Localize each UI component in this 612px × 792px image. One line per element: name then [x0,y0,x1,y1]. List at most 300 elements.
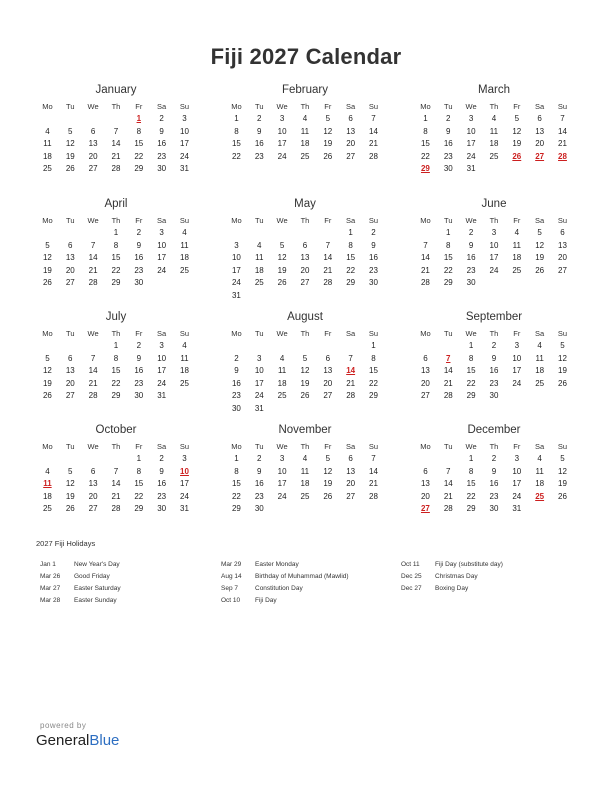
day-cell: 13 [420,366,430,375]
week-row [225,252,385,265]
day-cell: 27 [558,265,567,275]
week-row [36,240,196,253]
day-cell: 15 [466,366,476,375]
weekday-header-row [414,100,574,113]
day-cell: 29 [369,391,378,400]
week-row [36,151,196,164]
weekday-header: Tu [255,216,264,225]
weekday-header: Tu [444,102,453,111]
week-row [36,126,196,139]
day-cell: 5 [514,114,520,123]
day-cell: 24 [512,378,522,388]
weekday-header: Mo [231,102,242,111]
day-cell: 31 [157,391,167,400]
week-row [225,403,385,416]
weekday-header: We [465,216,477,225]
holiday-date: Dec 27 [401,585,422,592]
day-cell: 15 [420,139,430,148]
day-cell: 15 [134,139,144,148]
day-cell: 20 [88,491,98,501]
day-cell: 14 [443,366,453,375]
day-cell: 12 [535,240,545,250]
weekday-header: Th [300,102,310,111]
day-cell: 22 [231,491,241,501]
day-cell: 5 [68,466,73,476]
day-cell: 2 [136,228,142,237]
day-cell: 5 [560,341,565,350]
holiday-date: Mar 26 [40,573,61,580]
week-row [414,353,574,366]
day-cell: 13 [65,366,75,375]
weekday-header: Su [368,329,379,338]
day-cell: 22 [420,151,430,161]
week-row [36,378,196,391]
empty-day-cell [173,390,196,403]
week-row [225,277,385,290]
weekday-header: Mo [231,442,242,451]
week-row [36,265,196,278]
day-cell: 30 [443,164,453,173]
weekday-header: Su [557,102,568,111]
day-cell: 11 [535,466,544,476]
weekday-header: Tu [66,329,75,338]
day-cell: 15 [443,253,453,262]
day-cell: 13 [535,126,545,136]
weekday-header: Mo [420,216,431,225]
day-cell: 13 [88,139,98,148]
weekday-header: Tu [444,216,453,225]
day-cell: 28 [88,391,98,400]
day-cell: 9 [446,126,451,136]
weekday-header: Mo [231,216,242,225]
day-cell: 17 [254,378,264,388]
empty-day-cell [362,403,385,416]
weekday-header: Sa [535,102,545,111]
day-cell: 27 [88,164,98,173]
day-cell: 4 [279,353,285,363]
holiday-entry [221,595,349,607]
day-cell: 20 [420,491,430,501]
weekday-header: Sa [535,442,545,451]
day-cell: 18 [512,253,522,262]
day-cell: 17 [277,139,287,148]
day-cell: 25 [300,151,310,161]
day-cell: 11 [255,253,264,262]
day-cell: 28 [369,491,378,501]
holiday-name: Birthday of Muhammad (Mawlid) [255,573,349,580]
day-cell: 3 [279,114,285,123]
day-cell: 5 [537,228,542,237]
weekday-header: Sa [346,216,356,225]
weekday-header: Fr [135,102,143,111]
empty-day-cell [362,290,385,303]
day-cell: 18 [300,479,310,488]
brand-name-part1: General [36,732,90,749]
day-cell: 22 [346,265,356,275]
week-row [225,138,385,151]
weekday-header: Tu [255,102,264,111]
day-cell: 12 [65,479,75,488]
weekday-header: Th [489,216,499,225]
day-cell: 25 [512,265,522,275]
day-cell: 12 [512,126,522,136]
day-cell: 12 [323,126,333,136]
day-cell: 12 [323,466,333,476]
day-cell: 21 [111,491,121,501]
month-name: July [105,311,127,323]
day-cell: 5 [302,353,308,363]
empty-day-cell [271,290,294,303]
day-cell: 10 [512,353,522,363]
empty-day-cell [339,290,362,303]
day-cell: 6 [348,454,353,463]
empty-day-cell [248,290,271,303]
month-august [225,309,385,415]
month-name: November [278,424,332,436]
holiday-day-cell: 11 [43,479,52,488]
day-cell: 27 [65,278,75,287]
day-cell: 12 [42,366,52,375]
holiday-name: Christmas Day [435,573,478,580]
day-cell: 15 [346,253,356,262]
day-cell: 23 [489,378,499,388]
empty-day-cell [59,113,82,126]
weekday-header: Su [368,102,379,111]
month-february [225,82,385,163]
day-cell: 1 [113,341,119,350]
holiday-day-cell: 27 [420,504,430,513]
day-cell: 12 [558,466,567,476]
day-cell: 18 [535,366,545,375]
day-cell: 10 [157,240,167,250]
empty-day-cell [173,277,196,290]
day-cell: 17 [489,253,499,262]
week-row [414,453,574,466]
empty-day-cell [483,163,506,176]
day-cell: 10 [277,466,287,476]
day-cell: 10 [231,253,241,262]
day-cell: 9 [371,240,376,250]
week-row [36,227,196,240]
day-cell: 19 [42,265,52,275]
day-cell: 21 [111,151,121,161]
weekday-header: Tu [444,442,453,451]
day-cell: 4 [537,341,542,350]
empty-day-cell [248,227,271,240]
day-cell: 2 [491,454,497,463]
weekday-header: Fr [135,329,143,338]
week-row [225,353,385,366]
day-cell: 8 [113,240,119,250]
day-cell: 7 [113,466,119,476]
month-name: May [294,198,316,210]
weekday-header: Tu [255,329,264,338]
holiday-entry [40,595,121,607]
empty-day-cell [105,113,128,126]
week-row [36,466,196,479]
weekday-header: Mo [42,442,53,451]
day-cell: 8 [113,353,119,363]
weekday-header: We [87,102,99,111]
week-row [414,478,574,491]
weekday-header: Sa [346,102,356,111]
weekday-header: Tu [255,442,264,451]
holiday-day-cell: 28 [558,151,567,161]
day-cell: 17 [277,479,287,488]
day-cell: 15 [231,139,241,148]
weekday-header: We [276,442,288,451]
day-cell: 19 [323,479,333,488]
holiday-day-cell: 1 [136,114,142,123]
holiday-name: Fiji Day [255,597,277,604]
day-cell: 27 [323,391,333,400]
day-cell: 13 [346,466,356,476]
day-cell: 28 [346,391,356,400]
empty-day-cell [528,277,551,290]
weekday-header: Tu [66,216,75,225]
month-january [36,82,196,176]
day-cell: 10 [466,126,476,136]
day-cell: 2 [257,454,262,463]
day-cell: 29 [231,504,241,513]
day-cell: 3 [257,353,262,363]
brand-logo[interactable] [36,732,119,749]
weekday-header: Sa [157,216,167,225]
day-cell: 7 [90,240,96,250]
empty-day-cell [437,340,460,353]
day-cell: 19 [558,479,567,488]
day-cell: 21 [558,139,567,148]
week-row [225,365,385,378]
weekday-header-row [36,100,196,113]
holiday-entry [40,571,121,583]
week-row [225,151,385,164]
week-row [414,240,574,253]
day-cell: 16 [254,479,264,488]
empty-day-cell [551,163,574,176]
day-cell: 17 [180,479,189,488]
day-cell: 14 [88,366,98,375]
day-cell: 7 [371,454,376,463]
day-cell: 18 [535,479,545,488]
day-cell: 20 [300,265,310,275]
day-cell: 26 [300,391,310,400]
empty-day-cell [339,403,362,416]
day-cell: 22 [466,491,476,501]
day-cell: 1 [136,454,142,463]
day-cell: 5 [325,114,331,123]
empty-day-cell [414,227,437,240]
day-cell: 7 [560,114,565,123]
day-cell: 16 [134,253,144,262]
month-march [414,82,574,176]
day-cell: 19 [65,491,75,501]
month-name: October [95,424,137,436]
page-title: Fiji 2027 Calendar [210,44,402,69]
day-cell: 25 [254,278,264,287]
day-cell: 19 [535,253,545,262]
day-cell: 18 [42,151,52,161]
day-cell: 2 [257,114,262,123]
weekday-header: Sa [346,442,356,451]
empty-day-cell [82,227,105,240]
weekday-header: We [276,102,288,111]
holiday-day-cell: 7 [446,353,451,363]
day-cell: 5 [45,240,50,250]
empty-day-cell [105,453,128,466]
day-cell: 16 [443,139,453,148]
day-cell: 21 [443,491,453,501]
empty-day-cell [225,340,248,353]
day-cell: 29 [443,278,453,287]
day-cell: 22 [134,151,144,161]
day-cell: 19 [300,378,310,388]
holiday-entry [401,571,503,583]
day-cell: 5 [325,454,331,463]
empty-day-cell [271,503,294,516]
day-cell: 2 [234,353,239,363]
day-cell: 23 [134,378,144,388]
day-cell: 1 [348,228,353,237]
empty-day-cell [59,453,82,466]
weekday-header: Sa [535,216,545,225]
week-row [414,503,574,516]
day-cell: 12 [42,253,52,262]
holiday-name: Easter Monday [255,561,299,568]
day-cell: 24 [180,491,189,501]
weekday-header: Fr [135,442,143,451]
weekday-header: Th [111,329,121,338]
day-cell: 6 [325,353,331,363]
day-cell: 4 [257,240,262,250]
day-cell: 29 [134,504,144,513]
day-cell: 24 [231,278,241,287]
week-row [225,378,385,391]
weekday-header: Mo [42,102,53,111]
empty-day-cell [505,390,528,403]
weekday-header: Sa [157,102,167,111]
holiday-day-cell: 26 [512,151,522,161]
day-cell: 10 [157,353,167,363]
empty-day-cell [271,403,294,416]
day-cell: 14 [323,253,333,262]
powered-by-text: powered by [40,721,87,730]
week-row [414,265,574,278]
day-cell: 12 [300,366,310,375]
holiday-name: Fiji Day (substitute day) [435,561,503,568]
day-cell: 29 [134,164,144,173]
holiday-entry [221,571,349,583]
week-row [225,240,385,253]
empty-day-cell [528,390,551,403]
day-cell: 21 [369,139,378,148]
day-cell: 27 [300,278,310,287]
month-name: January [95,84,137,96]
day-cell: 11 [535,353,544,363]
day-cell: 22 [231,151,241,161]
holiday-entry [221,583,349,595]
day-cell: 25 [535,378,545,388]
day-cell: 21 [88,378,98,388]
day-cell: 3 [159,341,164,350]
weekday-header: We [87,329,99,338]
day-cell: 22 [134,491,144,501]
empty-day-cell [59,227,82,240]
month-july [36,309,196,403]
day-cell: 20 [88,151,98,161]
holiday-date: Mar 28 [40,597,61,604]
weekday-header: Mo [420,442,431,451]
weekday-header: Mo [42,329,53,338]
day-cell: 26 [277,278,287,287]
day-cell: 20 [65,378,75,388]
day-cell: 28 [88,278,98,287]
week-row [414,151,574,164]
month-december [414,422,574,516]
month-october [36,422,196,516]
empty-day-cell [294,290,317,303]
day-cell: 3 [514,341,520,350]
weekday-header: We [276,329,288,338]
weekday-header: Th [300,442,310,451]
empty-day-cell [316,227,339,240]
day-cell: 11 [489,126,499,136]
day-cell: 19 [65,151,75,161]
day-cell: 8 [371,353,376,363]
day-cell: 1 [113,228,119,237]
day-cell: 5 [68,126,73,136]
empty-day-cell [36,340,59,353]
empty-day-cell [82,340,105,353]
week-row [36,113,196,126]
day-cell: 20 [346,479,356,488]
week-row [36,503,196,516]
weekday-header: Mo [420,329,431,338]
day-cell: 9 [136,353,142,363]
day-cell: 10 [512,466,522,476]
day-cell: 8 [234,126,239,136]
week-row [225,491,385,504]
day-cell: 10 [180,126,189,136]
day-cell: 26 [42,278,52,287]
day-cell: 6 [90,466,96,476]
day-cell: 6 [90,126,96,136]
day-cell: 6 [68,240,73,250]
day-cell: 17 [180,139,189,148]
day-cell: 1 [423,114,428,123]
day-cell: 16 [231,378,241,388]
weekday-header: Su [179,442,190,451]
day-cell: 5 [279,240,285,250]
week-row [414,491,574,504]
day-cell: 4 [302,454,308,463]
week-row [36,478,196,491]
holiday-day-cell: 27 [535,151,545,161]
weekday-header: Su [368,442,379,451]
weekday-header: Tu [66,442,75,451]
day-cell: 13 [323,366,333,375]
day-cell: 3 [279,454,285,463]
week-row [225,227,385,240]
week-row [225,453,385,466]
day-cell: 26 [558,491,567,501]
weekday-header: Su [557,442,568,451]
day-cell: 30 [254,504,264,513]
day-cell: 13 [420,479,430,488]
empty-day-cell [294,403,317,416]
day-cell: 7 [423,240,428,250]
day-cell: 2 [136,341,142,350]
